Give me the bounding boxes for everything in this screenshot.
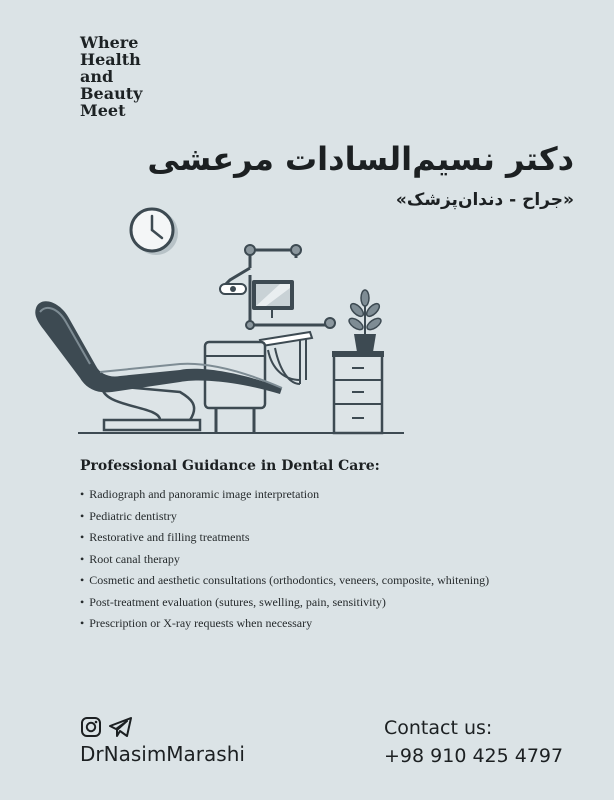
social-icons bbox=[80, 716, 134, 738]
tagline-line: Where bbox=[80, 33, 139, 52]
social-handle[interactable]: DrNasimMarashi bbox=[80, 742, 245, 766]
tagline-line: and bbox=[80, 67, 114, 86]
clock-icon bbox=[131, 209, 178, 255]
list-item: • Pediatric dentistry bbox=[80, 508, 177, 523]
service-label: Prescription or X-ray requests when necessary bbox=[89, 616, 313, 630]
contact-label: Contact us: bbox=[384, 717, 493, 739]
services-list bbox=[80, 484, 580, 635]
service-label: Root canal therapy bbox=[89, 551, 180, 566]
service-label: Post-treatment evaluation (sutures, swelling, pain, sensitivity) bbox=[89, 594, 386, 609]
services-heading: Professional Guidance in Dental Care: bbox=[80, 458, 380, 474]
tagline-line: Meet bbox=[80, 101, 126, 120]
services-section bbox=[80, 458, 580, 635]
service-label: Cosmetic and aesthetic consultations (orthodontics, veneers, composite, whitening) bbox=[89, 573, 490, 587]
list-item: • Cosmetic and aesthetic consultations (orthodontics, veneers, composite, whitening) bbox=[80, 573, 490, 587]
telegram-icon[interactable] bbox=[108, 716, 134, 738]
contact-block bbox=[384, 714, 563, 770]
list-item: • Restorative and filling treatments bbox=[80, 530, 250, 544]
tagline-line: Health bbox=[80, 50, 141, 69]
lamp-joint bbox=[291, 245, 301, 255]
service-label: Restorative and filling treatments bbox=[89, 530, 250, 544]
potted-plant bbox=[347, 290, 383, 352]
service-label: Pediatric dentistry bbox=[89, 508, 177, 523]
service-label: Radiograph and panoramic image interpretation bbox=[89, 487, 320, 501]
side-cabinet bbox=[332, 351, 384, 433]
phone-number[interactable]: +98 910 425 4797 bbox=[384, 745, 564, 767]
instrument-icon instagram-icon[interactable] bbox=[80, 716, 102, 738]
monitor bbox=[250, 275, 294, 330]
specialty: «جراح - دندان‌پزشک» bbox=[395, 190, 574, 210]
doctor-name: دکتر نسیم‌السادات مرعشی bbox=[147, 140, 574, 178]
lamp-joint bbox=[245, 245, 255, 255]
list-item: • Radiograph and panoramic image interpretation bbox=[80, 487, 320, 501]
list-item: • Root canal therapy bbox=[80, 551, 180, 566]
tagline-line: Beauty bbox=[80, 84, 143, 103]
list-item: • Post-treatment evaluation (sutures, swelling, pain, sensitivity) bbox=[80, 594, 386, 609]
list-item: • Prescription or X-ray requests when necessary bbox=[80, 616, 313, 630]
